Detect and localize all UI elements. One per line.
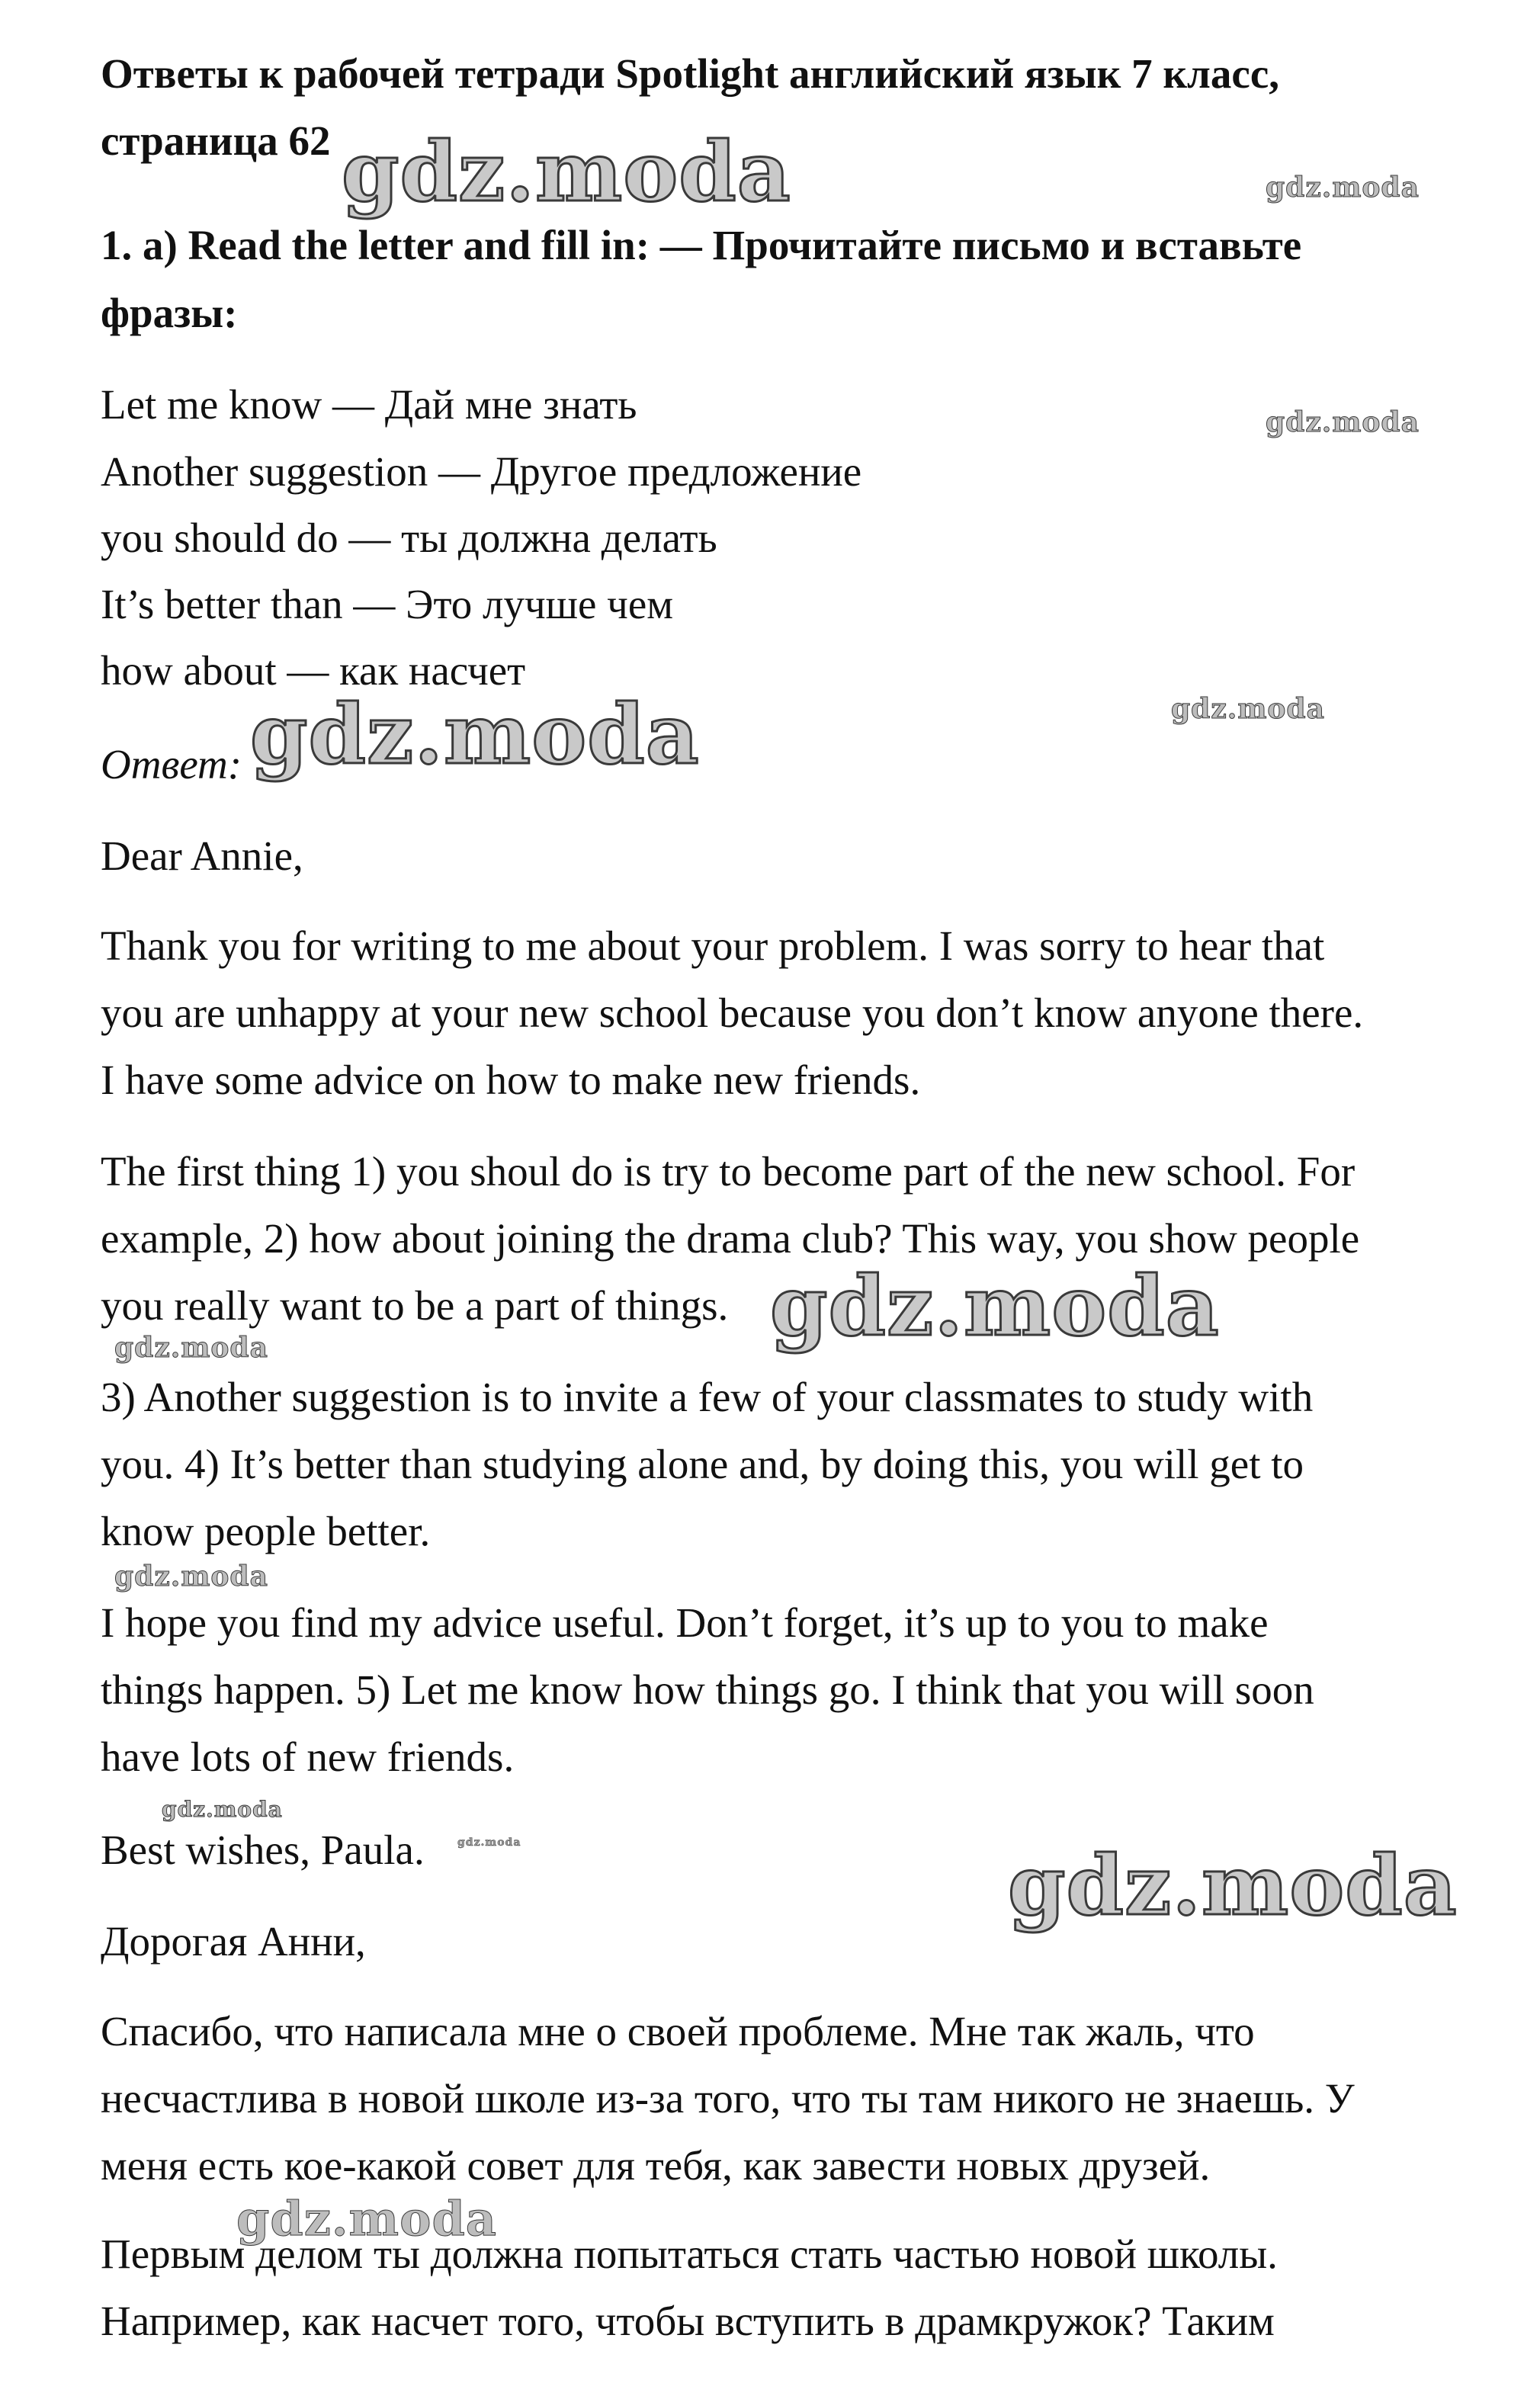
letter-en-line: know people better. (101, 1508, 431, 1554)
letter-en-line: 3) Another suggestion is to invite a few of your classmates to study with (101, 1374, 1314, 1420)
watermark-logo: gdz.moda (1008, 1838, 1458, 1934)
letter-en-line: you are unhappy at your new school because you don’t know anyone there. (101, 990, 1364, 1036)
phrase-item: It’s better than — Это лучше чем (101, 581, 674, 627)
letter-en-greeting: Dear Annie, (101, 832, 303, 879)
letter-en-line: I hope you find my advice useful. Don’t forget, it’s up to you to make (101, 1599, 1269, 1646)
letter-ru-line: несчастлива в новой школе из-за того, что ты там никого не знаешь. У (101, 2075, 1355, 2122)
letter-en-line: The first thing 1) you shoul do is try to become part of the new school. For (101, 1148, 1356, 1195)
letter-ru-line: меня есть кое-какой совет для тебя, как завести новых друзей. (101, 2142, 1211, 2189)
phrase-item: Another suggestion — Другое предложение (101, 448, 862, 495)
letter-en-line: I have some advice on how to make new friends. (101, 1057, 921, 1103)
watermark-logo: gdz.moda (114, 1560, 268, 1593)
watermark-logo: gdz.moda (114, 1332, 268, 1364)
letter-en-line: example, 2) how about joining the drama club? This way, you show people (101, 1215, 1360, 1262)
letter-en-line: Thank you for writing to me about your problem. I was sorry to hear that (101, 922, 1325, 969)
phrase-item: how about — как насчет (101, 647, 526, 694)
watermark-logo: gdz.moda (236, 2191, 497, 2247)
letter-ru-line: Например, как насчет того, чтобы вступить в драмкружок? Таким (101, 2298, 1275, 2344)
watermark-logo: gdz.moda (1266, 172, 1420, 204)
task-heading-line-1: 1. a) Read the letter and fill in: — Прочитайте письмо и вставьте (101, 222, 1302, 268)
letter-en-line: things happen. 5) Let me know how things go. I think that you will soon (101, 1666, 1314, 1713)
letter-ru-greeting: Дорогая Анни, (101, 1918, 366, 1965)
watermark-logo: gdz.moda (162, 1797, 283, 1822)
answer-label: Ответ: (101, 741, 242, 787)
watermark-logo: gdz.moda (457, 1836, 521, 1849)
phrase-item: Let me know — Дай мне знать (101, 381, 637, 428)
letter-ru-line: Спасибо, что написала мне о своей проблеме. Мне так жаль, что (101, 2008, 1255, 2054)
phrase-item: you should do — ты должна делать (101, 515, 717, 561)
watermark-logo: gdz.moda (770, 1259, 1220, 1355)
document-title-line-1: Ответы к рабочей тетради Spotlight английский язык 7 класс, (101, 50, 1279, 97)
letter-en-line: you really want to be a part of things. (101, 1282, 729, 1329)
letter-en-line: you. 4) It’s better than studying alone and, by doing this, you will get to (101, 1441, 1304, 1487)
watermark-logo: gdz.moda (250, 687, 700, 783)
watermark-logo: gdz.moda (1171, 693, 1325, 725)
watermark-logo: gdz.moda (342, 124, 791, 220)
letter-ru-line: Первым делом ты должна попытаться стать частью новой школы. (101, 2231, 1278, 2277)
letter-en-line: have lots of new friends. (101, 1734, 515, 1780)
watermark-logo: gdz.moda (1266, 406, 1420, 438)
document-title-line-2: страница 62 (101, 117, 331, 164)
letter-en-signoff: Best wishes, Paula. (101, 1827, 425, 1873)
task-heading-line-2: фразы: (101, 290, 238, 336)
